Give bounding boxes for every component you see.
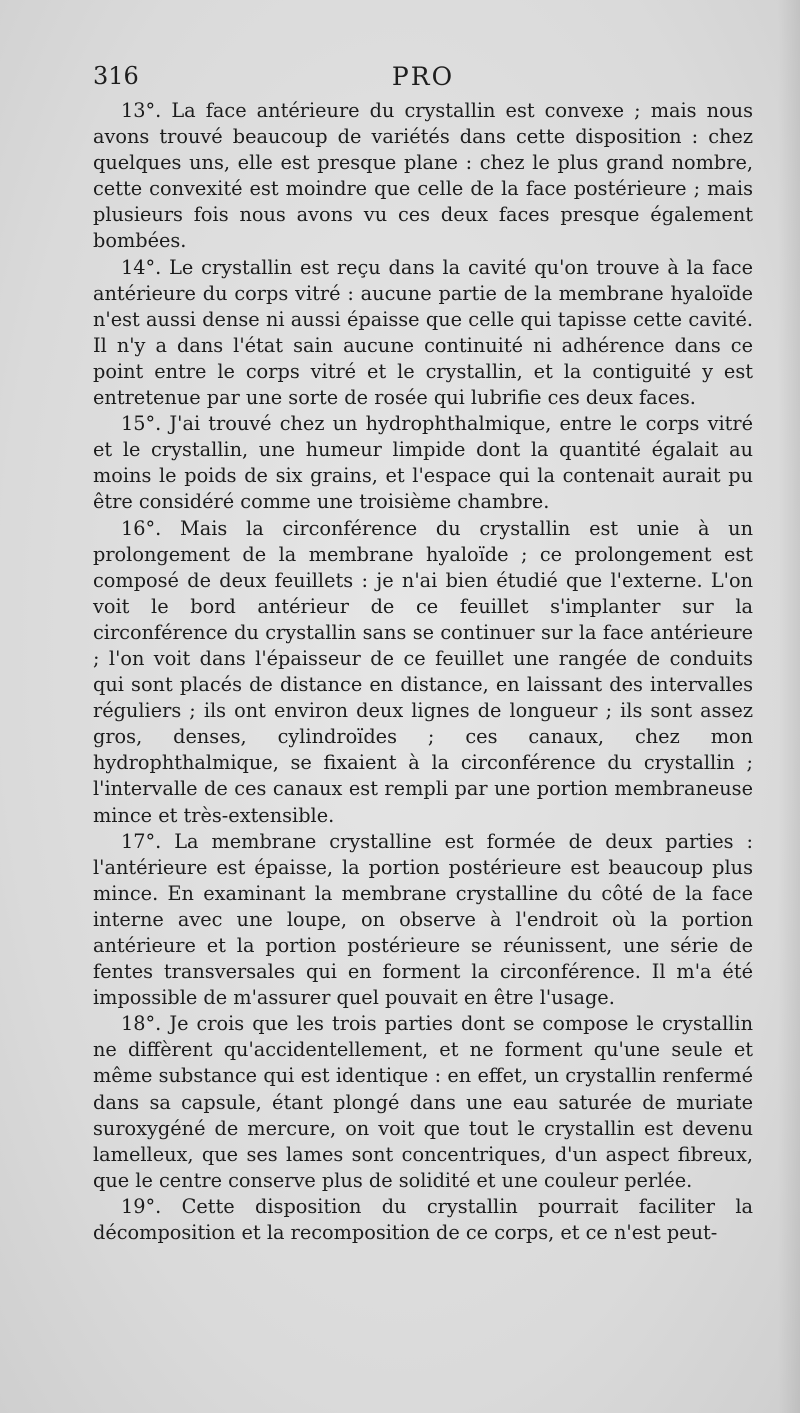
paragraph-19: 19°. Cette disposition du crystallin pourrait faciliter la décomposition et la recomposition de ce corps, et ce n'est peut- <box>93 1194 753 1245</box>
paragraph-16: 16°. Mais la circonférence du crystallin est unie à un prolongement de la membrane hyaloïde ; ce prolongement est composé de deux feuillets : je n'ai bien étudié que l'externe. L'on voit le bord antérieur de ce feuillet s'implanter sur la circonférence du crystallin sans se continuer sur la face antérieure ; l'on voit dans l'épaisseur de ce feuillet une rangée de conduits qui sont placés de distance en distance, en laissant des intervalles réguliers ; ils ont environ deux lignes de longueur ; ils sont assez gros, denses, cylindroïdes ; ces canaux, chez mon hydrophthalmique, se fixaient à la circonférence du crystallin ; l'intervalle de ces canaux est rempli par une portion membraneuse mince et très-extensible. <box>93 516 753 827</box>
paragraph-15: 15°. J'ai trouvé chez un hydrophthalmique, entre le corps vitré et le crystallin, une humeur limpide dont la quantité égalait au moins le poids de six grains, et l'espace qui la contenait aurait pu être considéré comme une troisième chambre. <box>93 412 753 514</box>
paragraph-14: 14°. Le crystallin est reçu dans la cavité qu'on trouve à la face antérieure du corps vitré : aucune partie de la membrane hyaloïde n'est aussi dense ni aussi épaisse que celle qui tapisse cette cavité. Il n'y a dans l'état sain aucune continuité ni adhérence dans ce point entre le corps vitré et le crystallin, et la contiguité y est entretenue par une sorte de rosée qui lubrifie ces deux faces. <box>93 255 753 410</box>
page-header <box>93 62 753 98</box>
running-head: PRO <box>391 62 455 91</box>
body-text <box>93 98 753 1246</box>
paragraph-18: 18°. Je crois que les trois parties dont se compose le crystallin ne diffèrent qu'accidentellement, et ne forment qu'une seule et même substance qui est identique : en effet, un crystallin renfermé dans sa capsule, étant plongé dans une eau saturée de muriate suroxygéné de mercure, on voit que tout le crystallin est devenu lamelleux, que ses lames sont concentriques, d'un aspect fibreux, que le centre conserve plus de solidité et une couleur perlée. <box>93 1012 753 1192</box>
page-number: 316 <box>93 62 139 90</box>
page-edge-shadow <box>778 0 800 1413</box>
paragraph-13: 13°. La face antérieure du crystallin est convexe ; mais nous avons trouvé beaucoup de variétés dans cette disposition : chez quelques uns, elle est presque plane : chez le plus grand nombre, cette convexité est moindre que celle de la face postérieure ; mais plusieurs fois nous avons vu ces deux faces presque également bombées. <box>93 99 753 253</box>
paragraph-17: 17°. La membrane crystalline est formée de deux parties : l'antérieure est épaisse, la portion postérieure est beaucoup plus mince. En examinant la membrane crystalline du côté de la face interne avec une loupe, on observe à l'endroit où la portion antérieure et la portion postérieure se réunissent, une série de fentes transversales qui en forment la circonférence. Il m'a été impossible de m'assurer quel pouvait en être l'usage. <box>93 829 753 1010</box>
